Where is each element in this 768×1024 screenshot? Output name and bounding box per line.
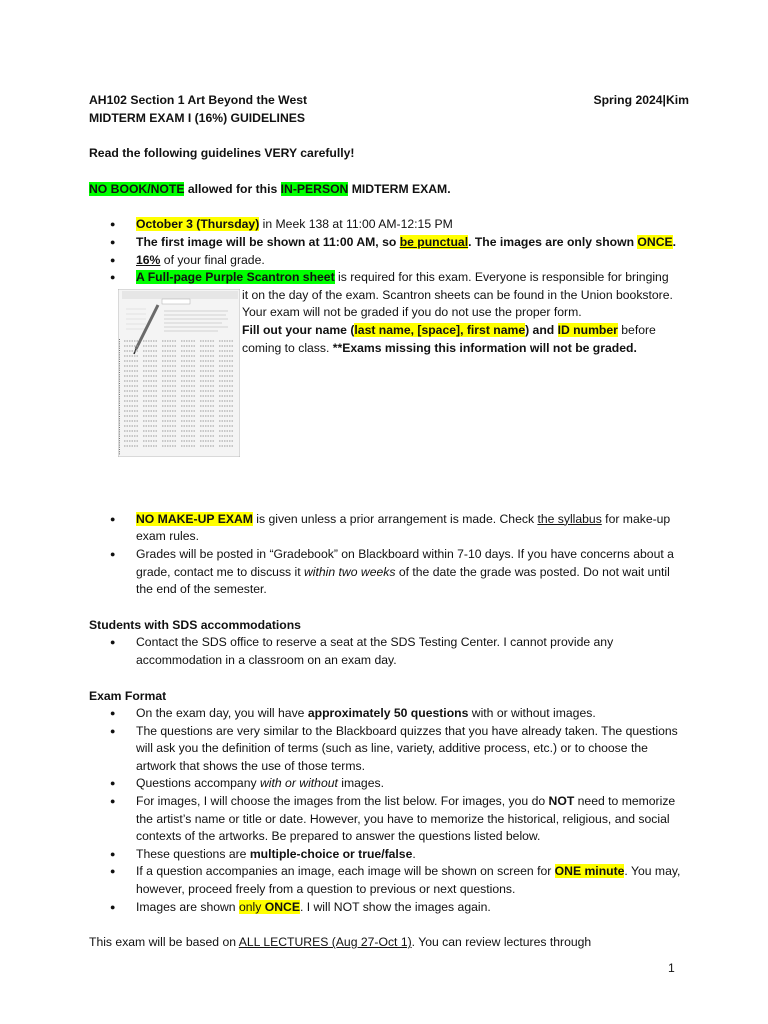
- text: This exam will be based on: [89, 935, 239, 950]
- text: multiple-choice or true/false: [249, 846, 413, 861]
- text: On the exam day, you will have: [136, 706, 308, 721]
- list-item: [89, 793, 689, 846]
- highlight: A Full-page Purple Scantron sheet: [136, 270, 335, 285]
- text: ALL LECTURES (Aug 27-Oct 1): [238, 935, 412, 950]
- text: For images, I will choose the images from the list below. For images, you do: [136, 794, 549, 809]
- list-item: [89, 546, 689, 599]
- text: . The images are only shown: [468, 234, 638, 249]
- list-item: [89, 511, 689, 546]
- text: Questions accompany: [136, 776, 260, 791]
- text: allowed for this: [184, 181, 281, 196]
- text: before: [617, 322, 656, 337]
- text: images.: [337, 776, 384, 791]
- header-line: [89, 92, 689, 110]
- syllabus-link[interactable]: the syllabus: [537, 511, 602, 526]
- text: .: [412, 846, 416, 861]
- highlight: last name, [space], first name: [354, 322, 526, 337]
- page-number: 1: [668, 961, 675, 975]
- list-item: ● Contact the SDS office to reserve a seat at the SDS Testing Center. I cannot provide any accommodation in a classroom on an exam day.: [89, 634, 689, 669]
- text: . You may, however, proceed freely from a question to previous or next questions.: [136, 864, 681, 897]
- text: with or without images.: [468, 706, 596, 721]
- text: Images are shown: [136, 899, 239, 914]
- list-item: [89, 899, 689, 917]
- text: **Exams missing this information will not be graded.: [332, 340, 637, 355]
- list-item: [89, 705, 689, 723]
- intro-line: Read the following guidelines VERY carefully!: [89, 146, 355, 161]
- text: MIDTERM EXAM.: [348, 181, 451, 196]
- text: with or without: [259, 776, 338, 791]
- exam-title: MIDTERM EXAM I (16%) GUIDELINES: [89, 110, 306, 125]
- text: within two weeks: [304, 564, 396, 579]
- highlight: NO BOOK/NOTE: [89, 181, 185, 196]
- text: is required for this exam. Everyone is responsible for bringing: [334, 270, 669, 285]
- text: for make-up exam rules.: [136, 511, 671, 544]
- list-item: [89, 234, 689, 252]
- text: of your final grade.: [160, 252, 265, 267]
- highlight: ID number: [557, 322, 618, 337]
- text: ) and: [525, 322, 558, 337]
- sds-list: [89, 634, 689, 669]
- footer-line: [89, 934, 689, 952]
- highlight: October 3 (Thursday): [136, 217, 260, 232]
- text: coming to class.: [242, 340, 333, 355]
- text: The first image will be shown at 11:00 AM, so: [136, 234, 400, 249]
- list-item: [89, 846, 689, 864]
- text: . You can review lectures through: [411, 935, 592, 950]
- text: Grades will be posted in “Gradebook” on Blackboard within 7-10 days. If you have concerns about a grade, contact me to discuss it: [136, 546, 674, 579]
- scantron-text-2: [242, 322, 689, 357]
- highlight: ONCE: [264, 899, 300, 914]
- list-item: [89, 775, 689, 793]
- list-item: [89, 216, 689, 234]
- scantron-section: [89, 287, 689, 511]
- highlight: ONCE: [637, 234, 673, 249]
- no-book-line: [89, 181, 689, 199]
- list-item: [89, 269, 689, 287]
- text: .: [672, 234, 677, 249]
- scantron-sheet-image: [118, 289, 240, 457]
- text: . I will NOT show the images again.: [299, 899, 491, 914]
- term-label: Spring 2024|Kim: [593, 93, 689, 107]
- list-item: [89, 252, 689, 270]
- list-item: [89, 863, 689, 898]
- text: need to memorize the artist’s name or title or date. However, you have to memorize the historical, religious, and social contexts of the artworks. Be prepared to answer the questions listed below.: [136, 794, 676, 844]
- highlight: be punctual: [399, 234, 469, 249]
- text: it on the day of the exam. Scantron sheets can be found in the Union bookstore. Your exam will not be graded if you do not use the proper form.: [242, 287, 673, 320]
- sds-heading: Students with SDS accommodations: [89, 617, 301, 632]
- format-list: [89, 705, 689, 916]
- scantron-text-1: [242, 287, 689, 322]
- text: Fill out your name (: [242, 322, 355, 337]
- text: of the date the grade was posted. Do not wait until the end of the semester.: [136, 564, 670, 597]
- course-title: AH102 Section 1 Art Beyond the West: [89, 93, 308, 107]
- highlight: only: [238, 899, 265, 914]
- makeup-grades-list: [89, 511, 689, 599]
- text: If a question accompanies an image, each image will be shown on screen for: [136, 864, 555, 879]
- format-heading: Exam Format: [89, 688, 167, 703]
- text: 16%: [136, 252, 161, 267]
- highlight: NO MAKE-UP EXAM: [136, 511, 253, 526]
- highlight: IN-PERSON: [280, 181, 349, 196]
- highlight: ONE minute: [554, 864, 625, 879]
- text: in Meek 138 at 11:00 AM-12:15 PM: [259, 217, 453, 232]
- exam-details-list: [89, 216, 689, 286]
- text: NOT: [548, 794, 575, 809]
- text: These questions are: [136, 846, 250, 861]
- text: approximately 50 questions: [307, 706, 469, 721]
- document-page: [89, 92, 689, 952]
- list-item: ● The questions are very similar to the Blackboard quizzes that you have already taken. The questions will ask you the definition of terms (such as line, variety, additive process, etc.) or to choose the artwork that shows the use of those terms.: [89, 723, 689, 776]
- text: is given unless a prior arrangement is made. Check: [252, 511, 538, 526]
